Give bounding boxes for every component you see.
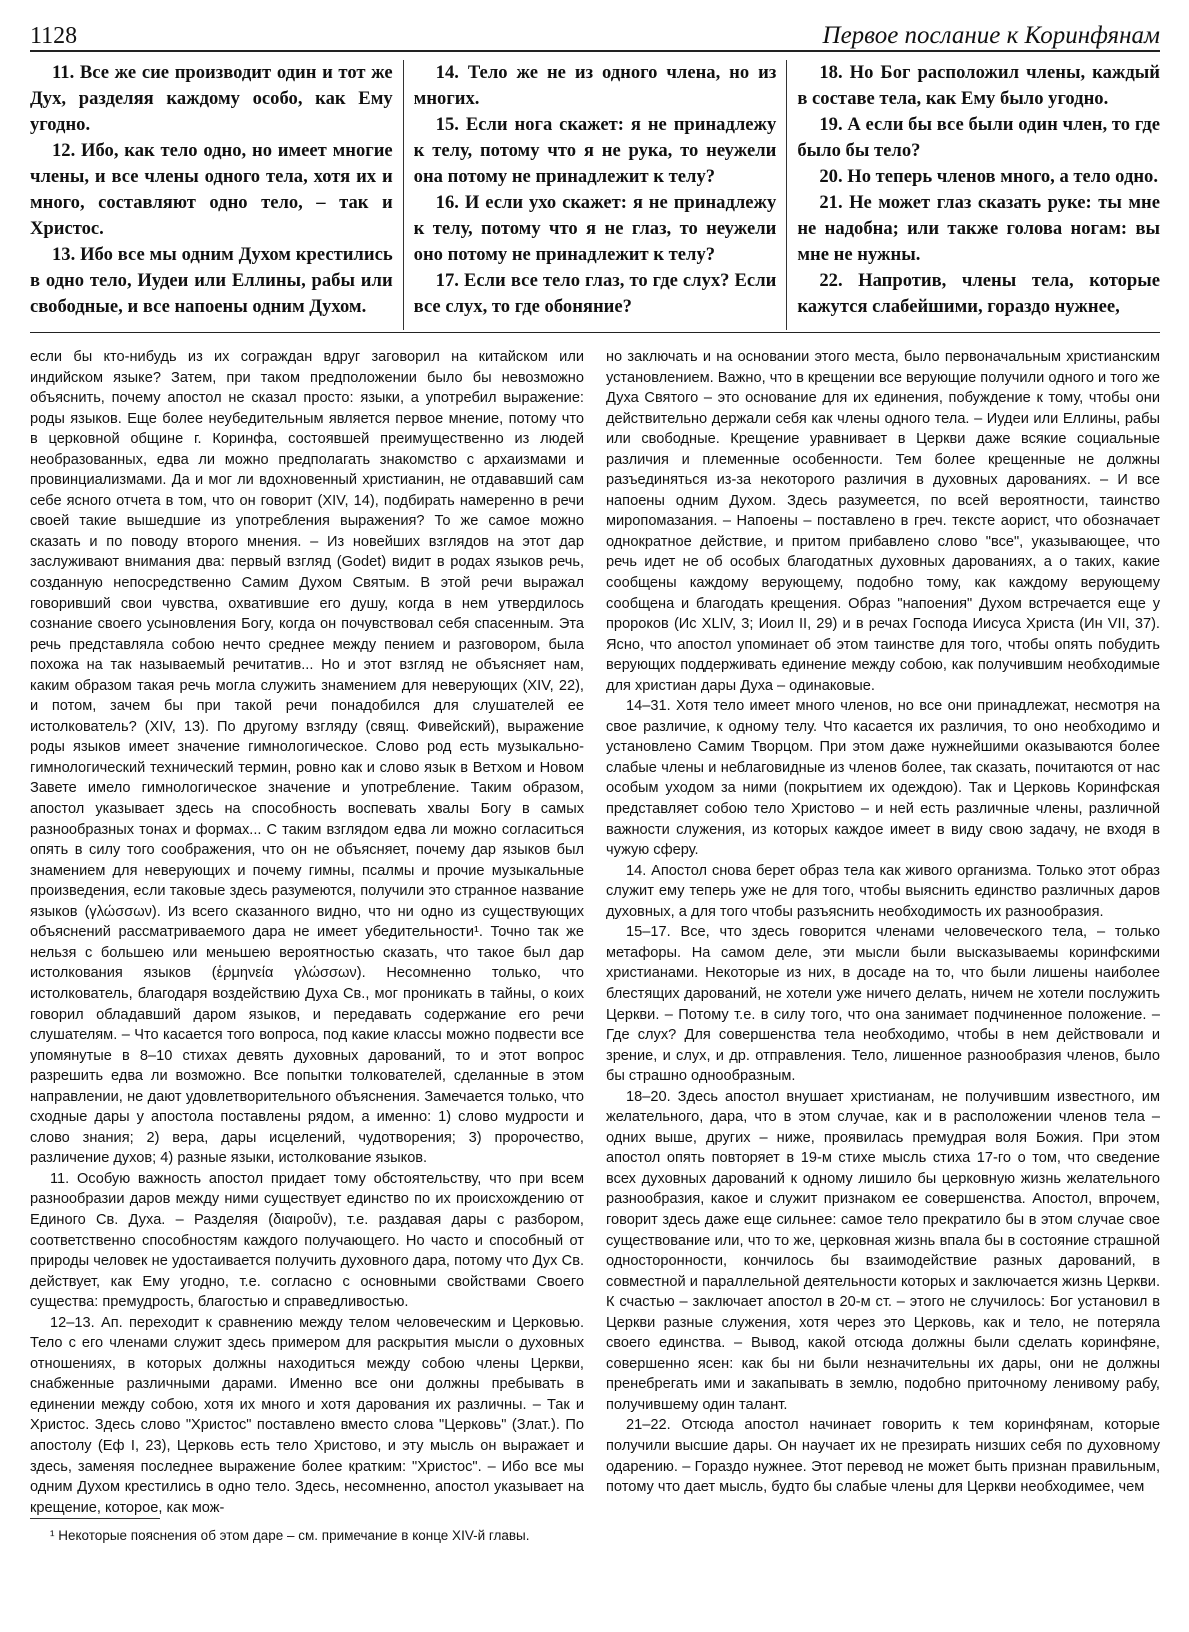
verse-16: 16. И если ухо скажет: я не принадлежу к телу, потому что я не глаз, то неужели оно потому не принадлежит к телу?	[413, 192, 777, 265]
verse-18: 18. Но Бог расположил члены, каждый в составе тела, как Ему было угодно.	[797, 62, 1161, 109]
commentary-paragraph: 14. Апостол снова берет образ тела как живого организма. Только этот образ служит ему теперь уже не для того, чтобы выяснить единство различных даров духовных, а для того чтобы разъяснить необходимость их разнообразия.	[606, 862, 1160, 920]
verse-21: 21. Не может глаз сказать руке: ты мне не надобна; или также голова ногам: вы мне не нужны.	[797, 192, 1161, 265]
commentary-paragraph: 12–13. Ап. переходит к сравнению между телом человеческим и Церковью. Тело с его членами служит здесь примером для раскрытия мысли о духовных отношениях, в которых должны находиться между собою члены Церкви, снабженные различными дарами. Именно все они должны пребывать в единении между собою, хотя их много и хотя дарования их различны. – Так и Христос. Здесь слово "Христос" поставлено вместо слова "Церковь" (Злат.). По апостолу (Еф I, 23), Церковь есть тело Христово, и эту мысль он выражает и здесь, заменяя последнее выражение более кратким: "Христос". – Ибо все мы одним Духом крестились в одно тело. Здесь, несомненно, апостол указывает на крещение, которое, как мож-	[30, 1314, 584, 1516]
verse-17: 17. Если все тело глаз, то где слух? Если все слух, то где обоняние?	[413, 270, 777, 317]
verse-20: 20. Но теперь членов много, а тело одно.	[819, 166, 1159, 187]
verse-column-2	[403, 60, 787, 330]
verse-22: 22. Напротив, члены тела, которые кажутся слабейшими, гораздо нужнее,	[797, 270, 1161, 317]
commentary-paragraph: 15–17. Все, что здесь говорится членами человеческого тела, – только метафоры. На самом деле, эти мысли были высказываемы коринфскими христианами. Некоторые из них, в досаде на то, что были лишены наиболее блестящих дарований, не хотели уже ничего делать, ничем не хотели послужить Церкви. – Потому т.е. в силу того, что она занимает подчиненное положение. – Где слух? Для совершенства тела необходимо, чтобы в нем действовали и зрение, и слух, и др. отправления. Тело, лишенное разнообразия членов, было бы страшно однообразным.	[606, 924, 1160, 1085]
commentary	[30, 347, 1160, 1518]
running-title: Первое послание к Коринфянам	[822, 22, 1160, 49]
commentary-column-right	[606, 347, 1160, 1518]
page-number: 1128	[30, 23, 78, 49]
verse-13: 13. Ибо все мы одним Духом крестились в одно тело, Иудеи или Еллины, рабы или свободные, и все напоены одним Духом.	[30, 244, 393, 317]
commentary-paragraph: но заключать и на основании этого места, было первоначальным христианским установлением. Важно, что в крещении все верующие получили одного и того же Духа Святого – это основание для их единения, побуждение к тому, чтобы они действительно держали себя как члены одного тела. – Иудеи или Еллины, рабы или свободные. Крещение уравнивает в Церкви даже всякие социальные различия и племенные особенности. Тем более крещенные не должны разъединяться из-за некоторого различия в духовных дарованиях. – И все напоены одним Духом. Здесь разумеется, по всей вероятности, таинство миропомазания. – Напоены – поставлено в греч. тексте аорист, что обозначает однократное действие, и притом прибавлено слово "все", указывающее, что речь идет не об особых благодатных духовных дарованиях, а о таких, какие сообщены каждому верующему, подобно тому, как каждому верующему сообщена и благодать крещения. Образ "напоения" Духом встречается еще у пророков (Ис XLIV, 3; Иоил II, 29) и в речах Господа Иисуса Христа (Ин VII, 37). Ясно, что апостол упоминает об этом таинстве для того, чтобы опять побудить верующих поддерживать единение между собою, как получившим необходимые для христиан дары Духа – одинаковые.	[606, 349, 1160, 694]
verse-11: 11. Все же сие производит один и тот же Дух, разделяя каждому особо, как Ему угодно.	[30, 62, 393, 135]
commentary-paragraph: 21–22. Отсюда апостол начинает говорить к тем коринфянам, которые получили высшие дары. Он научает их не презирать низших себя по духовному одарению. – Гораздо нужнее. Этот перевод не может быть признан правильным, потому что дает мысль, будто бы слабые члены для Церкви необходимее, чем	[606, 1417, 1160, 1496]
verse-15: 15. Если нога скажет: я не принадлежу к телу, потому что я не рука, то неужели она потому не принадлежит к телу?	[413, 114, 777, 187]
commentary-paragraph: 11. Особую важность апостол придает тому обстоятельству, что при всем разнообразии даров между ними существует единство по их происхождению от Единого Св. Духа. – Разделяя (διαιροῦν), т.е. раздавая дары с разбором, соответственно способностям каждого получающего. Но часто и способный от природы человек не удостаивается получить духовного дара, потому что Дух Св. действует, как Ему угодно, т.е. согласно с основными свойствами Своего существа: премудрость, благостью и справедливостью.	[30, 1170, 584, 1311]
footnote-rule	[30, 1518, 160, 1519]
commentary-paragraph: 14–31. Хотя тело имеет много членов, но все они принадлежат, несмотря на свое различие, к одному телу. Что касается их различия, то оно необходимо и установлено Самим Творцом. При этом даже нужнейшими оказываются более слабые члены и неблаговидные из членов более, так сказать, почитаются от нас особым уходом за ними (покрытием их одеждою). Так и Церковь Коринфская представляет собою тело Христово – и ней есть различные члены, различной важности служения, из которых каждое имеет в виду свою задачу, не входя в чужую сферу.	[606, 698, 1160, 859]
section-divider	[30, 332, 1160, 333]
page-header	[30, 18, 1160, 52]
commentary-paragraph: 18–20. Здесь апостол внушает христианам, не получившим известного, им желательного, дара, что в этом случае, как и в расположении членов тела – одних выше, других – ниже, проявилась премудрая воля Божия. При этом апостол опять повторяет в 19-м стихе мысль стиха 17-го о том, что сведение всех духовных дарований к одному лишило бы церковную жизнь желательного разнообразия, какое и служит признаком ее совершенства. Апостол, впрочем, говорит здесь даже еще сильнее: самое тело прекратило бы в этом случае свое существование или, что то же, церковная жизнь впала бы в состояние страшной односторонности, кончилось бы взаимодействие разных дарований, в совместной и параллельной деятельности которых и заключается жизнь Церкви. К счастью – заключает апостол в 20-м ст. – этого не случилось: Бог установил в Церкви разные служения, хотя через это Церковь, как и тело, не потеряла своего единства. – Вывод, какой отсюда должны были сделать коринфяне, совершенно ясен: как бы ни были незначительны их дары, они не должны пренебрегать ими и закапывать в землю, подобно приточному ленивому рабу, получившему один талант.	[606, 1088, 1160, 1413]
verse-14: 14. Тело же не из одного члена, но из многих.	[413, 62, 777, 109]
verse-19: 19. А если бы все были один член, то где было бы тело?	[797, 114, 1161, 161]
footnote: ¹ Некоторые пояснения об этом даре – см. примечание в конце XIV-й главы.	[50, 1528, 530, 1543]
verse-column-1	[30, 60, 403, 330]
verse-12: 12. Ибо, как тело одно, но имеет многие члены, и все члены одного тела, хотя их и много, составляют одно тело, – так и Христос.	[30, 140, 393, 239]
commentary-column-left	[30, 347, 584, 1518]
scripture-verses	[30, 60, 1160, 330]
commentary-paragraph: если бы кто-нибудь из их сограждан вдруг заговорил на китайском или индийском языке? Затем, при таком предположении было бы невозможно объяснить, почему апостол не сказал просто: языки, а употребил выражение: роды языков. Еще более неубедительным является первое мнение, потому что в церковной общине г. Коринфа, состоявшей преимущественно из людей необразованных, едва ли можно предполагать знакомство с архаизмами и провинциализмами. Да и мог ли вдохновенный христианин, не отдававший сам себе ясного отчета в том, что он говорит (XIV, 14), подбирать намеренно в речи своей такие вышедшие из употребления выражения? То же самое можно сказать и по поводу второго мнения. – Из новейших взглядов на этот дар заслуживают внимания два: первый взгляд (Godet) видит в родах языков речь, созданную непосредственно Самим Духом Святым. В этой речи выражал говоривший свои чувства, охватившие его душу, когда в нем утвердилось сознание своего усыновления Богу, когда он почувствовал себя спасенным. Эта речь представляла собою нечто среднее между пением и разговором, была похожа на так называемый речитатив... Но и этот взгляд не объясняет нам, каким образом такая речь могла служить знамением для неверующих (XIV, 22), и потом, зачем бы при такой речи понадобился для слушателей ее истолкователь? (XIV, 13). По другому взгляду (свящ. Фивейский), выражение роды языков имеет значение гимнологическое. Слово род есть музыкально-гимнологический технический термин, ровно как и слово язык в Ветхом и Новом Завете имело гимнологическое значение и употребление. Таким образом, апостол указывает здесь на способность воспевать хвалы Богу в самых разнообразных тонах и формах... С таким взглядом едва ли можно согласиться опять в силу того соображения, что он не объясняет, почему дар языков был знамением для неверующих и почему гимны, псалмы и прочие музыкальные произведения, если таковые здесь разумеются, получили это странное название языков (γλώσσων). Из всего сказанного видно, что ни одно из существующих объяснений рассматриваемого дара не имеет убедительности¹. Точно так же нельзя с большею или меньшею вероятностью сказать, что такое был дар истолкования языков (ἑρμηνεία γλώσσων). Несомненно только, что истолкователь, благодаря воздействию Духа Св., мог проникать в тайны, о коих говорил обладавший даром языков, и передавать содержание его речи слушателям. – Что касается того вопроса, под какие классы можно подвести все упомянутые в 8–10 стихах девять духовных дарований, то и этот вопрос разрешить едва ли возможно. Все попытки толкователей, сделанные в этом направлении, не дают удовлетворительного объяснения. Замечается только, что сходные дары у апостола поставлены рядом, а именно: 1) слово мудрости и слово знания; 2) вера, дары исцелений, чудотворения; 3) пророчество, различение духов; 4) разные языки, истолкование языков.	[30, 349, 584, 1167]
page	[30, 18, 1161, 1543]
verse-column-3	[786, 60, 1160, 330]
